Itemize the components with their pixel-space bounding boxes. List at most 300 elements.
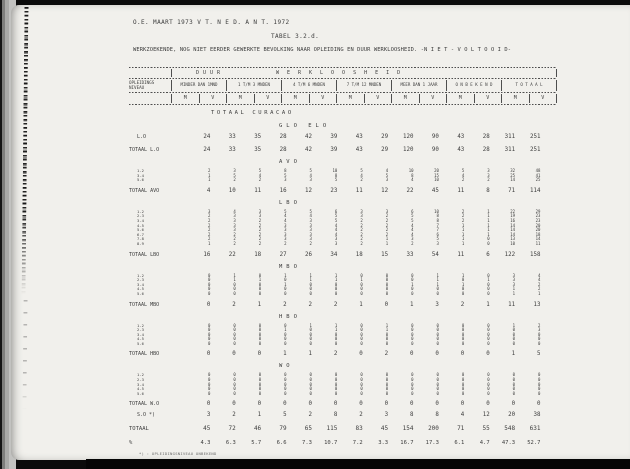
cell-value: 2 — [258, 177, 262, 183]
cell-value: 2 — [233, 240, 236, 246]
cell-value: 0 — [284, 322, 287, 328]
cell-value: 28 — [482, 147, 490, 153]
cell-value: 14 — [510, 177, 516, 183]
cell-value: 158 — [529, 251, 541, 258]
cell-value: 0 — [411, 381, 414, 387]
subcolumn-header: M — [281, 94, 309, 103]
cell-value: 0 — [538, 390, 541, 396]
cell-value: 1 — [538, 290, 541, 296]
cell-value: 1 — [258, 277, 262, 283]
cell-value: 0 — [460, 351, 465, 358]
data-row — [129, 342, 541, 347]
cell-value: 2 — [207, 213, 211, 219]
cell-value: 0 — [360, 272, 363, 278]
cell-value: 0 — [411, 372, 414, 378]
cell-value: 1 — [284, 281, 287, 287]
row-label: 2-3 — [137, 213, 144, 219]
cell-value: 0 — [385, 381, 389, 387]
cell-value: 0 — [233, 381, 236, 387]
cell-value: 2 — [308, 412, 312, 419]
cell-value: 0 — [512, 336, 516, 342]
subcolumn-header: V — [254, 94, 282, 103]
row-label: 5-6 — [137, 290, 144, 296]
cell-value: 16.7 — [400, 440, 414, 447]
subcolumn-header: M — [336, 94, 364, 103]
cell-value: 0 — [487, 327, 490, 333]
cell-value: 0 — [334, 331, 338, 337]
cell-value: 3 — [284, 177, 287, 183]
band-label-werkloosheid: WERKLOOSHEID — [276, 70, 409, 76]
row-label: TOTAAL MBO — [129, 301, 160, 308]
cell-value: 0 — [538, 377, 541, 383]
cell-value: 0 — [232, 351, 236, 358]
cell-value: 0 — [461, 331, 465, 337]
cell-value: 0 — [309, 340, 312, 346]
row-header-line2: NIVEAU — [129, 84, 145, 90]
cell-value: 0 — [538, 340, 541, 346]
cell-value: 2 — [359, 412, 363, 419]
cell-value: 0 — [385, 272, 389, 278]
cell-value: 2 — [283, 301, 287, 308]
section-total-row — [129, 251, 541, 260]
cell-value: 0 — [258, 286, 262, 292]
cell-value: 6 — [411, 208, 414, 214]
cell-value: 18 — [355, 251, 363, 258]
cell-value: 1 — [487, 227, 490, 233]
cell-value: 3 — [284, 227, 287, 233]
cell-value: 18 — [254, 251, 262, 258]
cell-value: 5 — [360, 168, 363, 173]
cell-value: 16 — [203, 251, 211, 258]
cell-value: 154 — [402, 425, 414, 433]
cell-value: 2 — [538, 281, 541, 287]
cell-value: 0 — [486, 351, 490, 358]
cell-value: 0 — [232, 401, 236, 408]
cell-value: 0 — [206, 301, 211, 308]
cell-value: 0 — [233, 290, 236, 296]
cell-value: 33 — [406, 251, 414, 258]
cell-value: 548 — [504, 425, 516, 433]
cell-value: 2 — [461, 213, 465, 219]
section-title: MBO — [279, 263, 301, 270]
cell-value: 251 — [529, 147, 541, 153]
cell-value: 0 — [461, 322, 465, 328]
cell-value: 0 — [233, 286, 236, 292]
cell-value: 2 — [461, 177, 465, 183]
cell-value: 4 — [385, 168, 389, 173]
cell-value: 71 — [508, 187, 516, 194]
cell-value: 14 — [510, 222, 516, 228]
cell-value: 1 — [512, 286, 516, 292]
cell-value: 2 — [233, 177, 236, 183]
cell-value: 5 — [461, 168, 465, 173]
cell-value: 4 — [461, 172, 465, 178]
table-number-label: TABEL 3.2.d. — [271, 33, 320, 40]
cell-value: 29 — [381, 134, 389, 140]
cell-value: 8 — [410, 412, 414, 419]
cell-value: 0 — [309, 281, 312, 287]
subcolumn-header: V — [364, 94, 392, 103]
cell-value: 0 — [461, 286, 465, 292]
cell-value: 0 — [536, 401, 541, 408]
cell-value: 8 — [334, 172, 338, 178]
cell-value: 8 — [333, 412, 338, 419]
cell-value: 7 — [436, 222, 439, 228]
cell-value: 3 — [233, 168, 236, 173]
cell-value: 5 — [283, 412, 287, 419]
cell-value: 18 — [535, 231, 541, 237]
row-label: 4-5 — [137, 386, 144, 392]
cell-value: 0 — [411, 327, 414, 333]
cell-value: 0 — [283, 401, 287, 408]
cell-value: 115 — [326, 425, 338, 433]
cell-value: 0 — [411, 390, 414, 396]
cell-value: 5 — [284, 208, 287, 214]
header-band-duur-werkloosheid — [129, 69, 557, 77]
cell-value: 0 — [360, 286, 363, 292]
cell-value: 0 — [461, 340, 465, 346]
cell-value: 0 — [385, 390, 389, 396]
cell-value: 1 — [461, 227, 465, 233]
row-label: L.O — [137, 134, 147, 140]
cell-value: 1 — [487, 231, 490, 237]
cell-value: 3 — [487, 168, 490, 173]
cell-value: 2 — [385, 217, 389, 223]
row-label: 5-6 — [137, 390, 144, 396]
cell-value: 1 — [284, 327, 287, 333]
cell-value: 0 — [385, 286, 389, 292]
page-header-line: O.E. MAART 1973 V T. N E D. A N T. 1972 — [133, 19, 290, 26]
cell-value: 0 — [258, 336, 262, 342]
cell-value: 0 — [487, 272, 490, 278]
cell-value: 10 — [408, 168, 414, 173]
cell-value: 55 — [482, 425, 490, 433]
header-band-box — [171, 69, 556, 77]
cell-value: 0 — [461, 290, 465, 296]
row-label: 2-3 — [137, 327, 144, 333]
cell-value: 0 — [309, 377, 312, 383]
cell-value: 3 — [309, 231, 312, 237]
grand-total-row — [129, 424, 541, 434]
data-row — [129, 292, 541, 297]
cell-value: 0 — [258, 331, 262, 337]
row-header-opleidingsniveau — [129, 80, 171, 91]
cell-value: 1 — [233, 277, 236, 283]
cell-value: 0 — [461, 377, 465, 383]
cell-value: 0 — [360, 372, 363, 378]
cell-value: 0 — [435, 351, 439, 358]
cell-value: 0 — [461, 390, 465, 396]
cell-value: 90 — [431, 134, 439, 140]
cell-value: 15 — [434, 172, 439, 178]
row-label: TOTAAL — [129, 426, 149, 433]
cell-value: 3 — [233, 227, 236, 233]
column-group-header: 1 T/M 3 MNDEN — [226, 80, 281, 91]
cell-value: 79 — [279, 425, 287, 433]
row-label: 1-2 — [137, 168, 144, 173]
cell-value: 0 — [486, 401, 490, 408]
row-label: 4-5 — [137, 286, 144, 292]
cell-value: 0 — [233, 336, 236, 342]
row-label: 8-9 — [137, 240, 144, 246]
cell-value: 0 — [284, 390, 287, 396]
cell-value: 0 — [512, 331, 516, 337]
cell-value: 1 — [461, 272, 465, 278]
cell-value: 1 — [385, 236, 389, 242]
cell-value: 0 — [487, 286, 490, 292]
cell-value: 0 — [360, 281, 363, 287]
cell-value: 11 — [508, 301, 516, 308]
cell-value: 3.3 — [378, 440, 389, 447]
cell-value: 0 — [258, 377, 262, 383]
cell-value: 2 — [360, 177, 363, 183]
cell-value: 2 — [460, 301, 465, 308]
cell-value: 122 — [504, 251, 516, 258]
cell-value: 1 — [284, 272, 287, 278]
cell-value: 0 — [334, 340, 338, 346]
cell-value: 0 — [360, 340, 363, 346]
cell-value: 0 — [309, 372, 312, 378]
cell-value: 0 — [411, 286, 414, 292]
cell-value: 1 — [309, 272, 312, 278]
cell-value: 5 — [334, 177, 338, 183]
cell-value: 2 — [384, 351, 389, 358]
cell-value: 0 — [207, 372, 211, 378]
subcolumn-header: V — [199, 94, 227, 103]
cell-value: 2 — [360, 227, 363, 233]
cell-value: 12 — [381, 187, 389, 194]
cell-value: 2 — [232, 301, 236, 308]
cell-value: 0 — [207, 331, 211, 337]
cell-value: 0 — [461, 336, 465, 342]
cell-value: 2 — [309, 240, 312, 246]
subcolumn-header-row — [129, 94, 557, 103]
section-title: AVO — [279, 159, 301, 165]
cell-value: 0 — [334, 281, 338, 287]
cell-value: 43 — [457, 134, 465, 140]
cell-value: 0 — [435, 401, 439, 408]
cell-value: 0 — [436, 390, 439, 396]
dashed-rule — [129, 92, 557, 93]
cell-value: 0 — [487, 340, 490, 346]
cell-value: 28 — [482, 134, 490, 140]
cell-value: 1 — [360, 277, 363, 283]
cell-value: 0 — [258, 372, 262, 378]
cell-value: 1 — [309, 322, 312, 328]
cell-value: 2 — [258, 217, 262, 223]
cell-value: 0 — [257, 401, 262, 408]
cell-value: 1 — [359, 301, 363, 308]
subheader-spacer — [129, 94, 171, 103]
cell-value: 1 — [411, 281, 414, 287]
cell-value: 0 — [410, 401, 414, 408]
cell-value: 5.7 — [251, 440, 262, 447]
cell-value: 1 — [233, 272, 236, 278]
cell-value: 20 — [535, 222, 541, 228]
cell-value: 13 — [533, 301, 541, 308]
cell-value: 0 — [284, 336, 287, 342]
cell-value: 1 — [334, 327, 338, 333]
cell-value: 0 — [512, 372, 516, 378]
cell-value: 1 — [461, 231, 465, 237]
footnote: *) : OPLEIDINGSNIVEAU ONBEKEND — [139, 451, 217, 457]
cell-value: 0 — [538, 381, 541, 387]
cell-value: 6.6 — [276, 440, 287, 447]
dashed-rule — [129, 67, 557, 68]
cell-value: 2 — [360, 217, 363, 223]
cell-value: 12 — [304, 187, 312, 194]
cell-value: 1 — [308, 351, 312, 358]
row-label: 3-4 — [137, 331, 144, 337]
cell-value: 0 — [334, 390, 338, 396]
cell-value: 0 — [436, 327, 439, 333]
cell-value: 1 — [334, 277, 338, 283]
cell-value: 0 — [334, 336, 338, 342]
subcolumn-header: M — [391, 94, 419, 103]
cell-value: 3 — [512, 277, 516, 283]
cell-value: 1 — [487, 208, 490, 214]
cell-value: 19 — [510, 213, 516, 219]
cell-value: 0 — [385, 386, 389, 392]
cell-value: 3 — [385, 208, 389, 214]
cell-value: 0 — [385, 281, 389, 287]
cell-value: 23 — [330, 187, 338, 194]
cell-value: 5 — [258, 168, 262, 173]
cell-value: 2 — [258, 236, 262, 242]
cell-value: 20 — [434, 168, 439, 173]
cell-value: 4 — [284, 213, 287, 219]
cell-value: 0 — [538, 386, 541, 392]
cell-value: 0 — [258, 386, 262, 392]
cell-value: 0 — [436, 381, 439, 387]
cell-value: 23 — [535, 213, 541, 219]
cell-value: 3 — [436, 240, 439, 246]
cell-value: 2 — [411, 240, 414, 246]
cell-value: 311 — [504, 147, 516, 153]
cell-value: 0 — [207, 377, 211, 383]
cell-value: 1 — [283, 351, 287, 358]
cell-value: 0 — [284, 377, 287, 383]
cell-value: 4 — [411, 177, 414, 183]
cell-value: 0 — [233, 322, 236, 328]
cell-value: 3 — [233, 213, 236, 219]
cell-value: 4 — [411, 227, 414, 233]
cell-value: 3 — [487, 172, 490, 178]
column-group-header: MINDER DAN 1MND — [171, 80, 226, 91]
cell-value: 1 — [385, 322, 389, 328]
cell-value: 2 — [207, 217, 211, 223]
cell-value: 0 — [284, 372, 287, 378]
cell-value: 0 — [385, 331, 389, 337]
cell-value: 22 — [510, 208, 516, 214]
cell-value: 2 — [207, 222, 211, 228]
cell-value: 0 — [207, 381, 211, 387]
cell-value: 0 — [284, 381, 287, 387]
cell-value: 4 — [334, 227, 338, 233]
cell-value: 0 — [309, 290, 312, 296]
cell-value: 0 — [487, 322, 490, 328]
cell-value: 0 — [257, 351, 262, 358]
cell-value: 0 — [284, 331, 287, 337]
section-title: GLO ELO — [279, 123, 331, 129]
cell-value: 33 — [228, 134, 236, 140]
cell-value: 3 — [309, 222, 312, 228]
cell-value: 0 — [284, 340, 287, 346]
cell-value: 1 — [461, 222, 465, 228]
cell-value: 45 — [380, 425, 389, 433]
cell-value: 0 — [512, 390, 516, 396]
table-body — [129, 110, 541, 448]
cell-value: 20 — [508, 412, 516, 419]
cell-value: 3 — [233, 217, 236, 223]
cell-value: 5 — [233, 172, 236, 178]
cell-value: 2 — [385, 222, 389, 228]
cell-value: 0 — [487, 390, 490, 396]
cell-value: 0 — [207, 286, 211, 292]
cell-value: 1 — [207, 177, 211, 183]
cell-value: 0 — [411, 377, 414, 383]
cell-value: 8 — [436, 213, 439, 219]
cell-value: 1 — [257, 412, 262, 419]
row-label: S.O *) — [137, 412, 156, 419]
subcolumn-header: V — [309, 94, 337, 103]
cell-value: 5 — [385, 172, 389, 178]
cell-value: 0 — [207, 277, 211, 283]
cell-value: 0 — [360, 322, 363, 328]
cell-value: 2 — [233, 236, 236, 242]
cell-value: 3 — [284, 222, 287, 228]
column-group-header: MEER DAN 1 JAAR — [391, 80, 446, 91]
cell-value: 2 — [207, 231, 211, 237]
cell-value: 8 — [486, 187, 490, 194]
cell-value: 7.3 — [302, 440, 312, 447]
cell-value: 1 — [334, 272, 338, 278]
cell-value: 2 — [207, 168, 211, 173]
cell-value: 2 — [538, 286, 541, 292]
cell-value: 3 — [360, 208, 363, 214]
scanned-page — [11, 5, 630, 460]
row-label: TOTAAL LBO — [129, 251, 160, 258]
cell-value: 0 — [309, 286, 312, 292]
cell-value: 0 — [511, 401, 516, 408]
cell-value: 14 — [510, 231, 516, 237]
cell-value: 1 — [487, 277, 490, 283]
cell-value: 2 — [360, 236, 363, 242]
cell-value: 2 — [258, 222, 262, 228]
cell-value: 0 — [461, 327, 465, 333]
column-group-header: 4 T/M 6 MNDEN — [281, 80, 336, 91]
cell-value: 0 — [309, 381, 312, 387]
cell-value: 0 — [360, 327, 363, 333]
cell-value: 2 — [461, 217, 465, 223]
cell-value: 13 — [510, 236, 516, 242]
cell-value: 12 — [482, 412, 490, 419]
row-label: 2-3 — [137, 377, 144, 383]
cell-value: 4 — [411, 222, 414, 228]
cell-value: 114 — [529, 187, 541, 194]
cell-value: 4 — [258, 172, 262, 178]
cell-value: 3 — [360, 213, 363, 219]
cell-value: 0 — [284, 386, 287, 392]
cell-value: 39 — [330, 147, 338, 153]
cell-value: 4 — [460, 412, 465, 419]
cell-value: 0 — [461, 372, 465, 378]
cell-value: 2 — [385, 227, 389, 233]
cell-value: 47.3 — [501, 440, 516, 447]
subcolumn-header: M — [446, 94, 474, 103]
cell-value: 0 — [360, 390, 363, 396]
cell-value: 0 — [309, 390, 312, 396]
